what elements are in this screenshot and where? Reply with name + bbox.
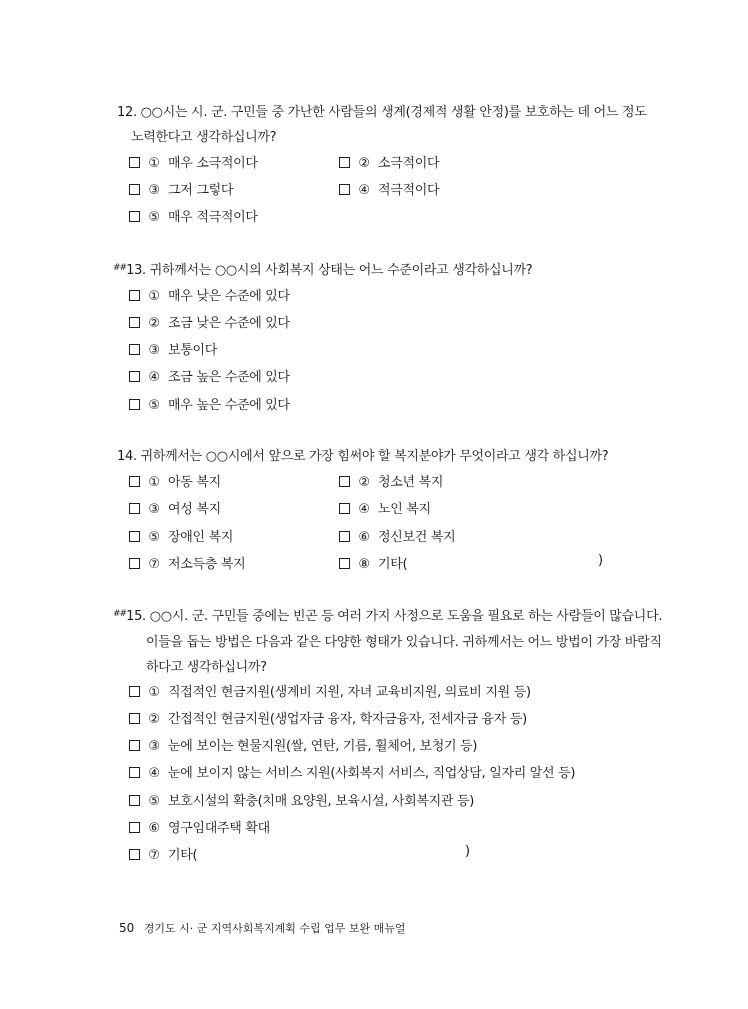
option-14-2[interactable]: ② 청소년 복지	[339, 471, 443, 490]
checkbox[interactable]	[339, 503, 350, 514]
option-14-8[interactable]: ⑧ 기타(	[339, 553, 407, 572]
option-14-6[interactable]: ⑥ 정신보건 복지	[339, 526, 455, 545]
option-12-2[interactable]: ② 소극적이다	[339, 152, 439, 171]
question-14-number: 14.	[117, 449, 137, 464]
checkbox[interactable]	[339, 157, 350, 168]
option-14-1[interactable]: ① 아동 복지	[129, 471, 221, 490]
checkbox[interactable]	[339, 476, 350, 487]
option-13-4[interactable]: ④ 조금 높은 수준에 있다	[129, 366, 290, 385]
page-number: 50	[119, 921, 135, 935]
question-15-number: 15.	[126, 609, 146, 624]
checkbox[interactable]	[129, 531, 140, 542]
checkbox[interactable]	[129, 713, 140, 724]
option-12-1[interactable]: ① 매우 소극적이다	[129, 152, 258, 171]
option-13-5[interactable]: ⑤ 매우 높은 수준에 있다	[129, 394, 290, 413]
option-15-5[interactable]: ⑤ 보호시설의 확충(치매 요양원, 보육시설, 사회복지관 등)	[129, 790, 474, 809]
checkbox[interactable]	[129, 795, 140, 806]
option-14-7[interactable]: ⑦ 저소득층 복지	[129, 553, 245, 572]
option-15-1[interactable]: ① 직접적인 현금지원(생계비 지원, 자녀 교육비지원, 의료비 지원 등)	[129, 681, 531, 700]
option-13-1[interactable]: ① 매우 낮은 수준에 있다	[129, 285, 290, 304]
option-12-3[interactable]: ③ 그저 그렇다	[129, 179, 233, 198]
option-15-4[interactable]: ④ 눈에 보이지 않는 서비스 지원(사회복지 서비스, 직업상담, 일자리 알선 등)	[129, 762, 575, 781]
option-14-3[interactable]: ③ 여성 복지	[129, 498, 221, 517]
question-15-line-1: ##15. ○○시. 군. 구민들 중에는 빈곤 등 여러 가지 사정으로 도움을 필요로 하는 사람들이 많습니다.	[113, 609, 663, 624]
page-footer	[119, 920, 406, 936]
option-14-8-close-paren: )	[598, 553, 604, 568]
checkbox[interactable]	[129, 558, 140, 569]
checkbox[interactable]	[129, 157, 140, 168]
checkbox[interactable]	[129, 317, 140, 328]
question-12-line-2: 노력한다고 생각하십니까?	[131, 130, 277, 145]
option-15-7[interactable]: ⑦ 기타(	[129, 844, 197, 863]
option-14-4[interactable]: ④ 노인 복지	[339, 498, 431, 517]
option-14-5[interactable]: ⑤ 장애인 복지	[129, 526, 233, 545]
checkbox[interactable]	[129, 476, 140, 487]
question-15-line-3: 하다고 생각하십니까?	[146, 660, 267, 675]
checkbox[interactable]	[129, 503, 140, 514]
checkbox[interactable]	[129, 686, 140, 697]
question-15-line-2: 이들을 돕는 방법은 다음과 같은 다양한 형태가 있습니다. 귀하께서는 어느 방법이 가장 바람직	[146, 635, 662, 650]
option-12-4[interactable]: ④ 적극적이다	[339, 179, 439, 198]
checkbox[interactable]	[339, 184, 350, 195]
question-15-marker: ##	[113, 609, 127, 619]
option-15-3[interactable]: ③ 눈에 보이는 현물지원(쌀, 연탄, 기름, 휠체어, 보청기 등)	[129, 735, 477, 754]
question-12-line-1: 12. ○○시는 시. 군. 구민들 중 가난한 사람들의 생계(경제적 생활 안정)를 보호하는 데 어느 정도	[117, 105, 647, 120]
checkbox[interactable]	[339, 531, 350, 542]
question-12-number: 12.	[117, 105, 137, 120]
option-15-7-close-paren: )	[465, 844, 471, 859]
checkbox[interactable]	[129, 371, 140, 382]
option-15-6[interactable]: ⑥ 영구임대주택 확대	[129, 817, 270, 836]
question-13-number: 13.	[126, 263, 146, 278]
checkbox[interactable]	[129, 290, 140, 301]
option-12-5[interactable]: ⑤ 매우 적극적이다	[129, 206, 258, 225]
checkbox[interactable]	[129, 822, 140, 833]
checkbox[interactable]	[129, 849, 140, 860]
checkbox[interactable]	[339, 558, 350, 569]
option-15-2[interactable]: ② 간접적인 현금지원(생업자금 융자, 학자금융자, 전세자금 융자 등)	[129, 708, 527, 727]
question-13-line-1: ##13. 귀하께서는 ○○시의 사회복지 상태는 어느 수준이라고 생각하십니까?	[113, 263, 533, 278]
checkbox[interactable]	[129, 767, 140, 778]
checkbox[interactable]	[129, 184, 140, 195]
question-14-line-1: 14. 귀하께서는 ○○시에서 앞으로 가장 힘써야 할 복지분야가 무엇이라고 생각 하십니까?	[117, 449, 609, 464]
option-13-3[interactable]: ③ 보통이다	[129, 339, 217, 358]
checkbox[interactable]	[129, 211, 140, 222]
checkbox[interactable]	[129, 740, 140, 751]
question-13-marker: ##	[113, 263, 127, 273]
footer-title: 경기도 시· 군 지역사회복지계획 수립 업무 보완 매뉴얼	[143, 922, 406, 935]
checkbox[interactable]	[129, 399, 140, 410]
option-13-2[interactable]: ② 조금 낮은 수준에 있다	[129, 312, 290, 331]
checkbox[interactable]	[129, 344, 140, 355]
